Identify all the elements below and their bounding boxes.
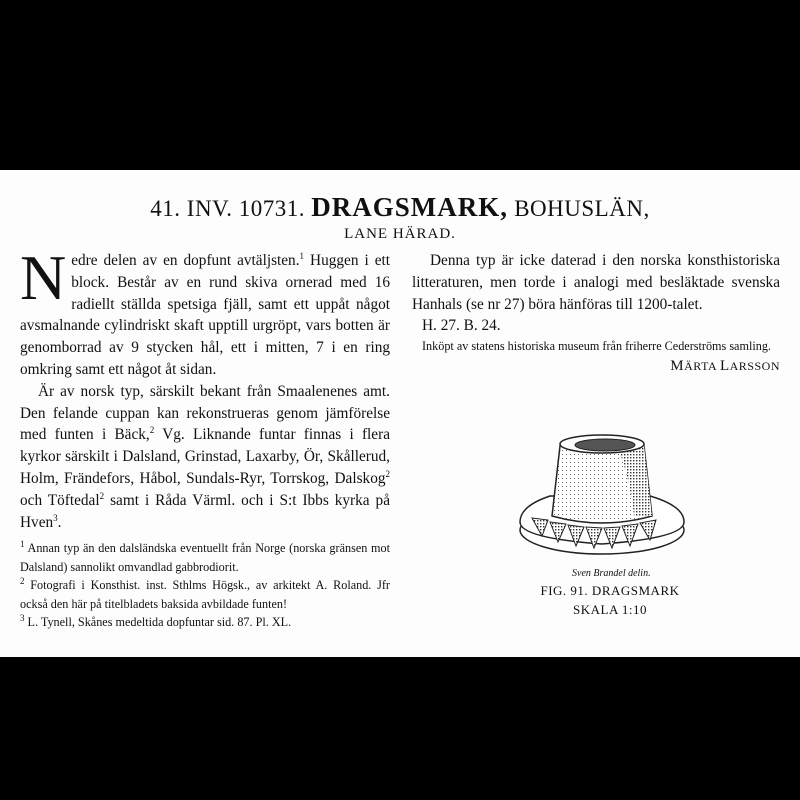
provenance-note: Inköpt av statens historiska museum från friherre Cederströms samling. (422, 339, 771, 354)
footnote-text: Annan typ än den dalsländska eventuellt från Norge (norska gränsen mot Dalsland) sannolikt omvandlad gabbrodiorit. (20, 541, 390, 574)
dating-paragraph: Denna typ är icke daterad i den norska konsthistoriska litteraturen, men torde i analogi med besläktade svenska Hanhals (se nr 27) böra hänföras till 1200-talet. (412, 252, 780, 313)
entry-number: 41. (150, 196, 181, 221)
figure-scale: SKALA 1:10 (573, 602, 647, 617)
text-run: och Töftedal (20, 491, 100, 509)
text-run: Vg. Liknande funtar finnas i flera kyrkor särskilt i Dalsland, Grinstad, Laxarby, Ör, Skållerud, Holm, Frändefors, Håbol, Sundals-Ryr, Torrskog, Dalskog (20, 426, 390, 487)
drop-cap: N (20, 242, 67, 313)
footnote-2 (20, 576, 390, 613)
top-black-band (0, 0, 800, 170)
author-name-part: ARSSON (729, 358, 780, 373)
right-column (412, 250, 780, 377)
footnote-ref: 2 (385, 468, 390, 479)
footnote-ref: 2 (99, 490, 105, 501)
footnote-mark: 2 (20, 576, 25, 587)
footnote-ref: 2 (149, 425, 155, 436)
footnote-mark: 1 (20, 539, 25, 550)
footnote-1 (20, 539, 390, 576)
text-run: Är av norsk typ, särskilt bekant från Smaalenenes amt. Den felande cuppan kan rekonstrueras genom jämförelse med funten i Bäck, (20, 382, 390, 444)
catalog-title (0, 192, 800, 223)
author-signature (412, 356, 780, 378)
footnote-text: Fotografi i Konsthist. inst. Sthlms Högsk., av arkitekt A. Roland. Jfr också den här på titelbladets baksida avbildade funten! (20, 578, 390, 611)
description-paragraph (20, 242, 390, 381)
inventory-number: INV. 10731. (186, 196, 305, 221)
footnote-ref: 1 (299, 250, 305, 261)
illustrator-credit: Sven Brandel delin. (572, 568, 651, 579)
footnote-mark: 3 (20, 613, 25, 624)
text-run: . (57, 513, 62, 531)
district-name: LANE HÄRAD. (344, 226, 456, 242)
province-name: BOHUSLÄN, (514, 196, 650, 221)
comparison-paragraph (20, 381, 390, 534)
place-name: DRAGSMARK, (311, 192, 508, 222)
bottom-black-band (0, 657, 800, 800)
footnote-ref: 3 (53, 512, 58, 523)
footnote-3 (20, 613, 390, 632)
footnote-text: L. Tynell, Skånes medeltida dopfuntar sid. 87. Pl. XL. (24, 615, 292, 630)
document-page (0, 170, 800, 657)
text-run: samt i Råda Värml. och i S:t Ibbs kyrka på Hven (20, 491, 390, 531)
author-initial: L (719, 357, 730, 374)
dimensions: H. 27. B. 24. (422, 317, 501, 335)
text-run: edre delen av en dopfunt avtäljsten. (71, 252, 300, 269)
left-column (20, 242, 390, 632)
figure-caption: FIG. 91. DRAGSMARK (540, 583, 680, 598)
author-name-part: ÄRTA (684, 358, 720, 373)
author-initial: M (670, 357, 685, 374)
text-run: Huggen i ett block. Består av en rund skiva ornerad med 16 radiellt ställda spetsiga fjäll, samt ett uppåt något avsmalnande cylindriskt skaft upptill urgröpt, vars botten är genomborrad av 9 stycken hål, ett i mitten, 7 i en ring omkring samt ett något åt sidan. (20, 252, 390, 378)
font-base-drawing (510, 418, 690, 568)
footnotes (20, 539, 390, 632)
